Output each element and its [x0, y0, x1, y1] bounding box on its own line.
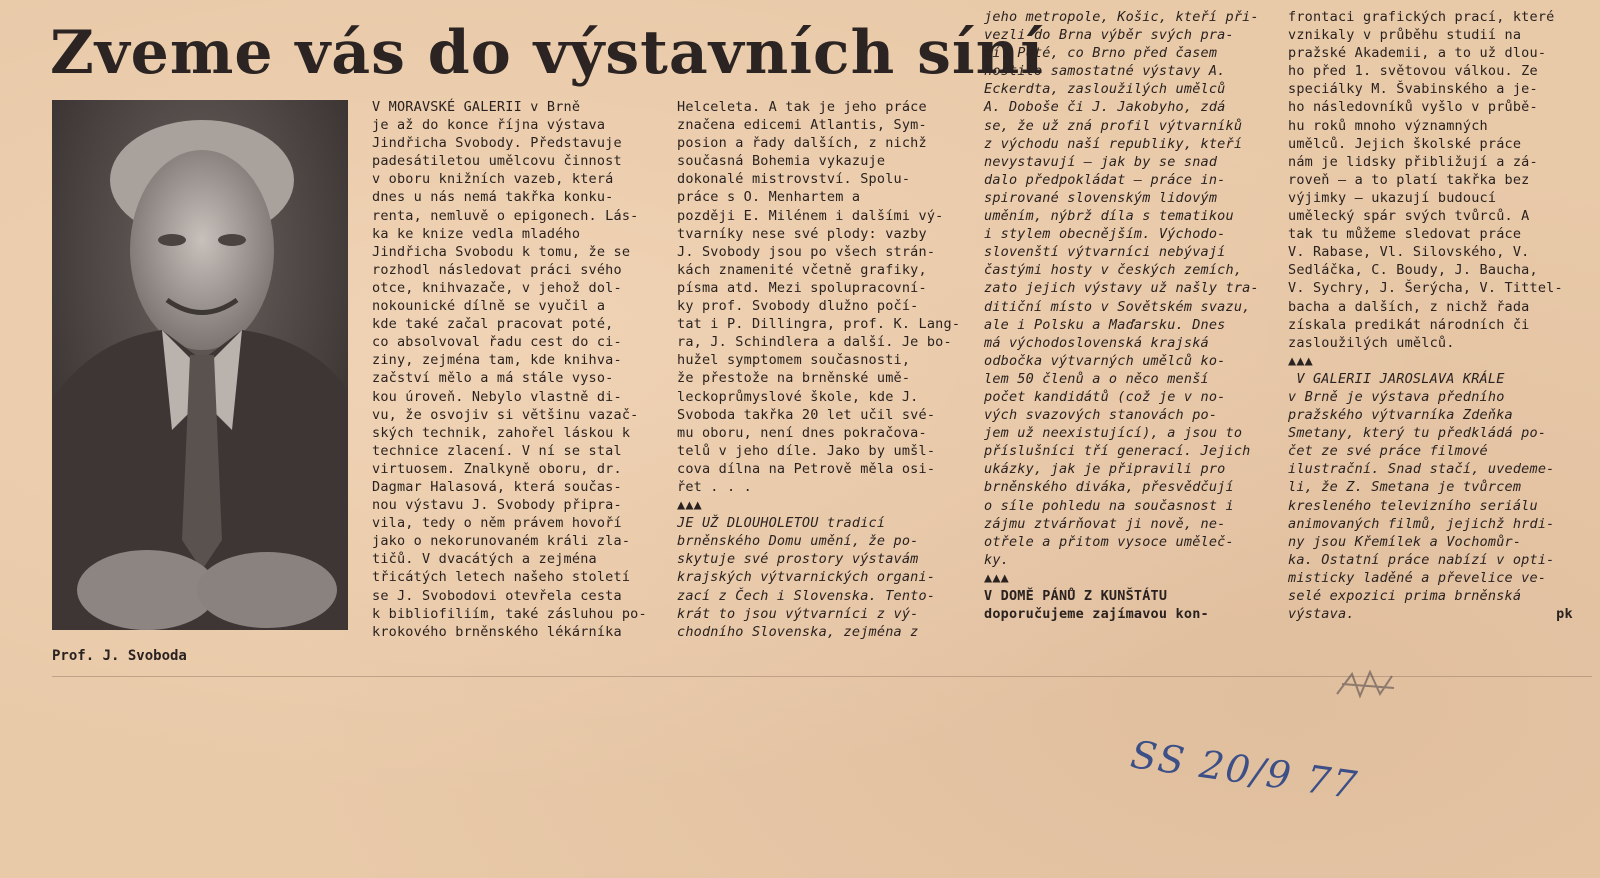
column-4-text: frontaci grafických prací, které vznikaly v průběhu studií na pražské Akademii, a to už dlou- ho před 1. světovou válkou. Ze speciálky M. Švabinského a je- ho následovníků vyšlo v průbě- hu roků mnoho významných umělců. Jejich školské práce nám je lidsky přibližují a zá- roveň — a to platí takřka bez výjimky — ukazují budoucí umělecký spár svých tvůrců. A tak tu můžeme sledovat práce V. Rabase, Vl. Silovského, V. Sedláčka, C. Boudy, J. Baucha, V. Sychry, J. Šerýcha, V. Tittel- bacha a dalších, z nichž řada získala predikát národních či zasloužilých umělců. — [1288, 9, 1563, 351]
column-2-italic-paragraph: JE UŽ DLOUHOLETOU tradicí brněnského Domu umění, že po- skytuje své prostory výstavám krajských výtvarnických organi- zací z Čech i Slovenska. Tento- krát to jsou výtvarníci z vý- chodního Slovenska, zejména z — [677, 515, 936, 640]
photo-caption: Prof. J. Svoboda — [52, 648, 187, 664]
column-4-italic-paragraph: V GALERII JAROSLAVA KRÁLE v Brně je výstava předního pražského výtvarníka Zdeňka Smetany, který tu předkládá po- čet ze své práce filmové ilustrační. Snad stačí, uvedeme- li, že Z. Smetana je tvůrcem kresleného televizního seriálu animovaných filmů, jejichž hrdi- ny jsou Křemílek a Vochomůr- ka. Ostatní práce nabízí v opti- misticky laděné a převelice ve- selé expozici prima brněnská výstava. — [1288, 370, 1555, 623]
article-column-3 — [984, 8, 1259, 623]
column-2-text: Helceleta. A tak je jeho práce značena edicemi Atlantis, Sym- posion a řady dalších, z nichž současná Bohemia vykazuje dokonalé mistrovství. Spolu- práce s O. Menhartem a později E. Milénem i dalšími vý- tvarníky nese své plody: vazby J. Svobody jsou po všech strán- kách znamenité včetně grafiky, písma atd. Mezi spolupracovní- ky prof. Svobody dlužno počí- tat i P. Dillingra, prof. K. Lang- ra, J. Schindlera a další. Je bo- hužel symptomem současnosti, že přestože na brněnské umě- leckoprůmyslové škole, kde J. Svoboda takřka 20 let učil své- mu oboru, není dnes pokračova- telů v jeho díle. Jako by umšl- cova dílna na Petrově měla osi- řet . . . — [677, 99, 961, 495]
section-marker-triangles: ▲▲▲ — [984, 569, 1009, 586]
article-headline: Zveme vás do výstavních síní — [50, 18, 1045, 88]
column-3-text: jeho metropole, Košic, kteří při- vezli do Brna výběr svých pra- cí. Poté, co Brno před časem hostilo samostatné výstavy A. Eckerdta, zasloužilých umělců A. Doboše či J. Jakobyho, zdá se, že už zná profil výtvarníků z východu naší republiky, kteří nevystavují — jak by se snad dalo předpokládat — práce in- spirované slovenským lidovým uměním, nýbrž díla s tematikou i stylem obecnějším. Východo- slovenští výtvarníci nebývají častými hosty v českých zemích, zato jejich výstavy už našly tra- ditiční místo v Sovětském svazu, ale i Polsku a Maďarsku. Dnes má východoslovenská krajská odbočka výtvarných umělců ko- lem 50 členů a o něco menší počet kandidátů (což je v no- vých svazových stanovách po- jem už neexistující), a jsou to příslušníci tří generací. Jejich ukázky, jak je připravili pro brněnského diváka, přesvědčují o síle pohledu na současnost i zájmu ztvárňovat ji nově, ne- otřele a přitom vysoce uměleč- ky. — [984, 9, 1259, 568]
column-3-bottom-paragraph: V DOMĚ PÁNŮ Z KUNŠTÁTU doporučujeme zajímavou kon- — [984, 588, 1209, 623]
author-signature: pk — [1556, 606, 1573, 623]
article-column-2 — [677, 98, 960, 641]
section-marker-triangles: ▲▲▲ — [677, 497, 702, 514]
handwritten-date-note: SS 20/9 77 — [1128, 732, 1362, 808]
portrait-photo — [52, 100, 348, 630]
article-column-4 — [1288, 8, 1573, 623]
section-marker-triangles: ▲▲▲ — [1288, 352, 1313, 369]
scribble-mark-icon — [1332, 664, 1402, 704]
article-column-1: V MORAVSKÉ GALERII v Brně je až do konce října výstava Jindřicha Svobody. Představuje padesátiletou umělcovu činnost v oboru knižních vazeb, která dnes u nás nemá takřka konku- renta, nemluvě o epigonech. Lás- ka ke knize vedla mladého Jindřicha Svobodu k tomu, že se rozhodl následovat práci svého otce, knihvazače, v jehož dol- nokounické dílně se vyučil a kde také začal pracovat poté, co absolvoval řadu cest do ci- ziny, zejména tam, kde knihva- začství mělo a má stále vyso- kou úroveň. Nebylo vlastně di- vu, že osvojiv si většinu vazač- ských technik, zahořel láskou k technice zlacení. V ní se stal virtuosem. Znalkyně oboru, dr. Dagmar Halasová, která součas- nou výstavu J. Svobody připra- vila, tedy o něm právem hovoří jako o nekorunovaném králi zla- tičů. V dvacátých a zejména třicátých letech našeho století se J. Svobodovi otevřela cesta k bibliofiliím, také zásluhou po- krokového brněnského lékárníka — [372, 99, 647, 640]
